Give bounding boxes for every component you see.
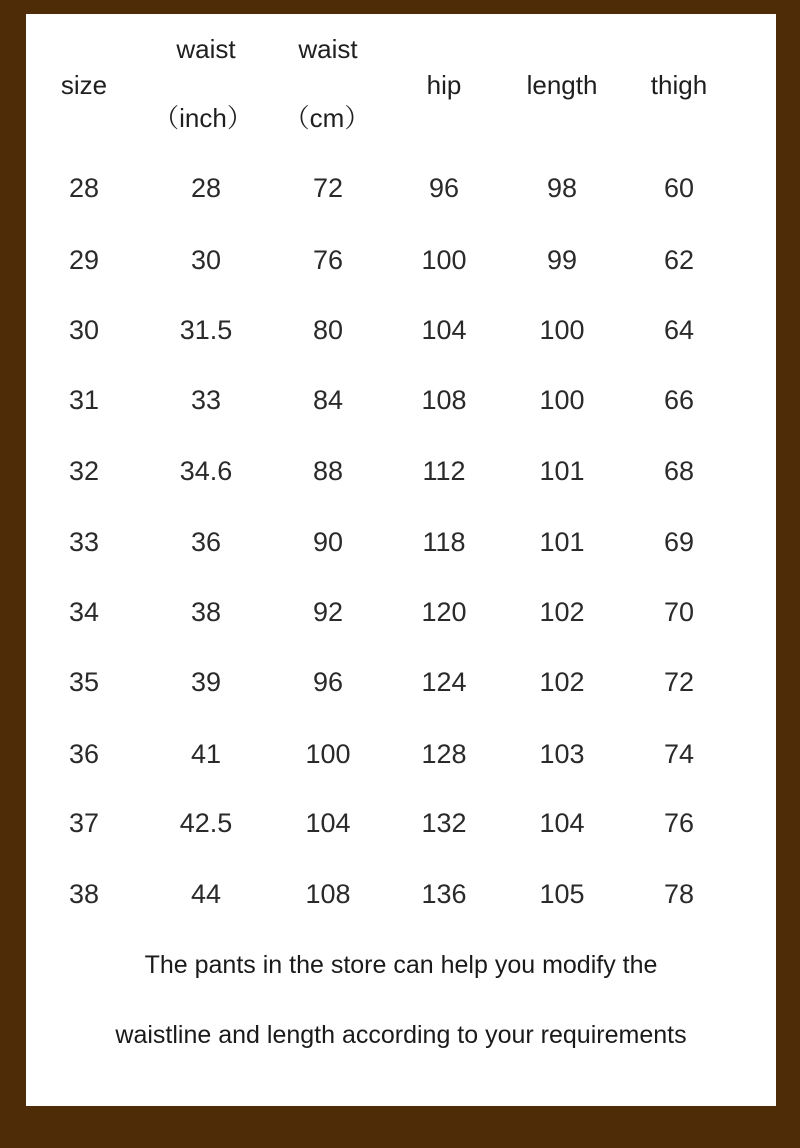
cell-thigh: 74 [663,739,695,769]
cell-thigh: 62 [663,245,695,275]
cell-length: 102 [539,667,585,697]
note-line-2: waistline and length according to your requirements [115,1021,687,1049]
header-size: size [60,70,108,100]
cell-hip: 96 [428,173,460,203]
size-chart-card [26,14,776,1106]
cell-hip: 124 [421,667,467,697]
cell-size: 28 [68,173,100,203]
cell-length: 102 [539,597,585,627]
cell-size: 38 [68,879,100,909]
cell-waist-inch: 33 [190,385,222,415]
cell-thigh: 72 [663,667,695,697]
cell-size: 31 [68,385,100,415]
cell-thigh: 68 [663,456,695,486]
cell-waist-cm: 100 [305,739,351,769]
cell-thigh: 70 [663,597,695,627]
cell-hip: 104 [421,315,467,345]
cell-waist-inch: 31.5 [179,315,233,345]
note-line-1: The pants in the store can help you modify the [144,951,658,979]
header-thigh: thigh [650,70,708,100]
cell-length: 101 [539,456,585,486]
cell-size: 35 [68,667,100,697]
header-waist-cm-unit: （cm） [283,103,371,133]
cell-size: 30 [68,315,100,345]
cell-thigh: 64 [663,315,695,345]
cell-waist-cm: 84 [312,385,344,415]
cell-size: 36 [68,739,100,769]
cell-length: 101 [539,527,585,557]
cell-length: 100 [539,315,585,345]
cell-waist-cm: 90 [312,527,344,557]
cell-length: 104 [539,808,585,838]
cell-hip: 100 [421,245,467,275]
cell-waist-cm: 104 [305,808,351,838]
cell-waist-inch: 41 [190,739,222,769]
cell-thigh: 78 [663,879,695,909]
cell-thigh: 60 [663,173,695,203]
cell-length: 103 [539,739,585,769]
cell-thigh: 69 [663,527,695,557]
cell-thigh: 66 [663,385,695,415]
cell-size: 37 [68,808,100,838]
cell-size: 33 [68,527,100,557]
cell-length: 99 [546,245,578,275]
cell-waist-inch: 39 [190,667,222,697]
cell-waist-cm: 72 [312,173,344,203]
cell-hip: 112 [422,456,466,486]
cell-waist-cm: 88 [312,456,344,486]
header-waist-inch-unit: （inch） [153,103,253,133]
cell-hip: 136 [421,879,467,909]
header-length: length [526,70,598,100]
cell-hip: 118 [422,527,466,557]
cell-waist-inch: 44 [190,879,222,909]
cell-waist-inch: 30 [190,245,222,275]
cell-length: 105 [539,879,585,909]
cell-waist-cm: 96 [312,667,344,697]
cell-waist-inch: 42.5 [179,808,233,838]
cell-hip: 132 [421,808,467,838]
cell-hip: 120 [421,597,467,627]
cell-thigh: 76 [663,808,695,838]
cell-size: 34 [68,597,100,627]
cell-waist-cm: 80 [312,315,344,345]
cell-hip: 128 [421,739,467,769]
cell-waist-inch: 38 [190,597,222,627]
cell-size: 32 [68,456,100,486]
cell-waist-inch: 34.6 [179,456,233,486]
cell-length: 100 [539,385,585,415]
cell-waist-inch: 28 [190,173,222,203]
cell-size: 29 [68,245,100,275]
cell-hip: 108 [421,385,467,415]
header-hip: hip [426,70,462,100]
cell-length: 98 [546,173,578,203]
cell-waist-cm: 108 [305,879,351,909]
cell-waist-cm: 76 [312,245,344,275]
cell-waist-inch: 36 [190,527,222,557]
header-waist-inch: waist [176,34,236,64]
cell-waist-cm: 92 [312,597,344,627]
header-waist-cm: waist [298,34,358,64]
